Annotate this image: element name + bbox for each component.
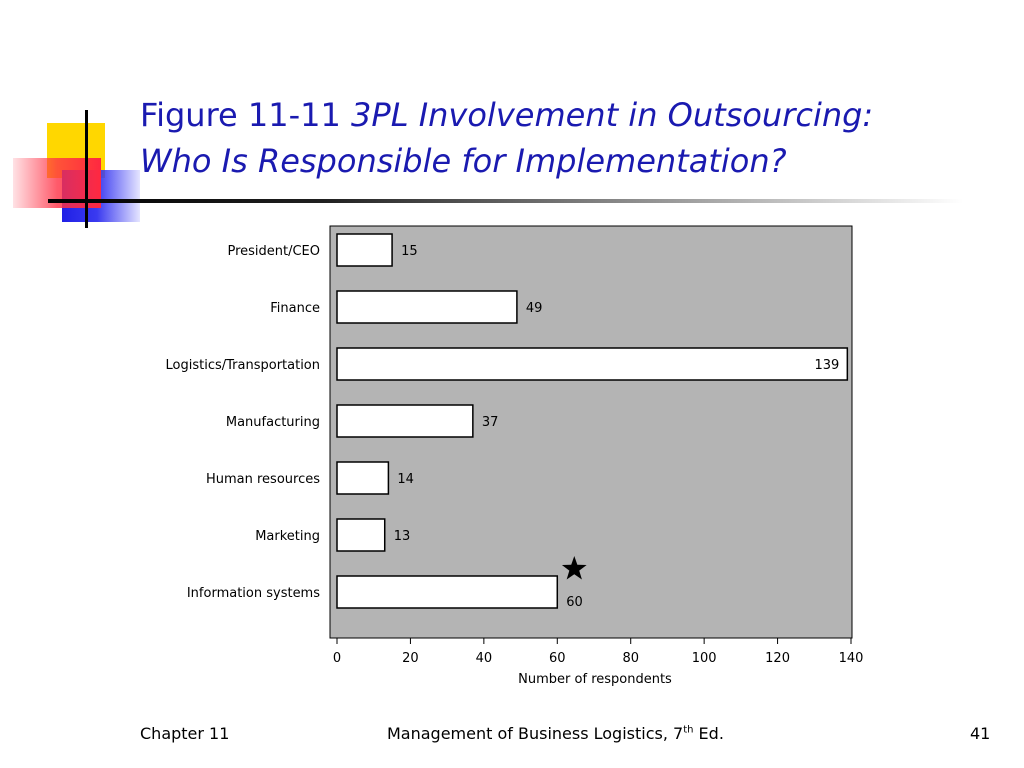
- footer-edition-superscript: th: [683, 724, 694, 736]
- value-label-marketing: 13: [393, 529, 411, 544]
- x-tick-label: 60: [549, 651, 566, 666]
- x-axis-title: Number of respondents: [518, 672, 672, 687]
- category-label-manufacturing: Manufacturing: [225, 415, 320, 430]
- footer-edition-suffix: Ed.: [693, 724, 724, 743]
- title-italic-line-1: 3PL Involvement in Outsourcing:: [351, 96, 874, 134]
- bar-logistics-transportation: [337, 348, 847, 380]
- x-tick-label: 80: [622, 651, 639, 666]
- bar-president-ceo: [337, 234, 392, 266]
- x-tick-label: 0: [332, 651, 342, 666]
- value-label-president-ceo: 15: [401, 244, 418, 259]
- footer-book-title: [387, 724, 724, 743]
- bar-information-systems: [337, 576, 557, 608]
- category-label-marketing: Marketing: [255, 529, 320, 544]
- value-label-logistics-transportation: 139: [814, 358, 840, 373]
- category-label-human-resources: Human resources: [205, 472, 320, 487]
- x-tick-label: 40: [475, 651, 493, 666]
- bar-human-resources: [337, 462, 388, 494]
- bar-finance: [337, 291, 517, 323]
- category-label-president-ceo: President/CEO: [227, 244, 320, 259]
- footer-book-title-text: Management of Business Logistics, 7: [387, 724, 684, 743]
- category-label-finance: Finance: [270, 301, 320, 316]
- value-label-manufacturing: 37: [481, 415, 499, 430]
- x-ticks-layer: [333, 638, 864, 666]
- value-label-finance: 49: [525, 301, 543, 316]
- x-tick-label: 140: [838, 651, 864, 666]
- value-label-information-systems: 60: [566, 595, 583, 610]
- bar-marketing: [337, 519, 385, 551]
- x-tick-label: 100: [691, 651, 717, 666]
- footer-page-number: 41: [970, 724, 991, 743]
- title-italic-line-2: Who Is Responsible for Implementation?: [140, 142, 787, 180]
- x-tick-label: 20: [402, 651, 419, 666]
- category-labels-layer: [166, 244, 321, 601]
- value-label-human-resources: 14: [397, 472, 414, 487]
- title-figure-number: Figure 11-11: [140, 96, 352, 134]
- bar-manufacturing: [337, 405, 473, 437]
- footer-chapter: Chapter 11: [140, 724, 230, 743]
- x-tick-label: 120: [765, 651, 790, 666]
- category-label-logistics-transportation: Logistics/Transportation: [165, 358, 320, 373]
- category-label-information-systems: Information systems: [186, 586, 320, 601]
